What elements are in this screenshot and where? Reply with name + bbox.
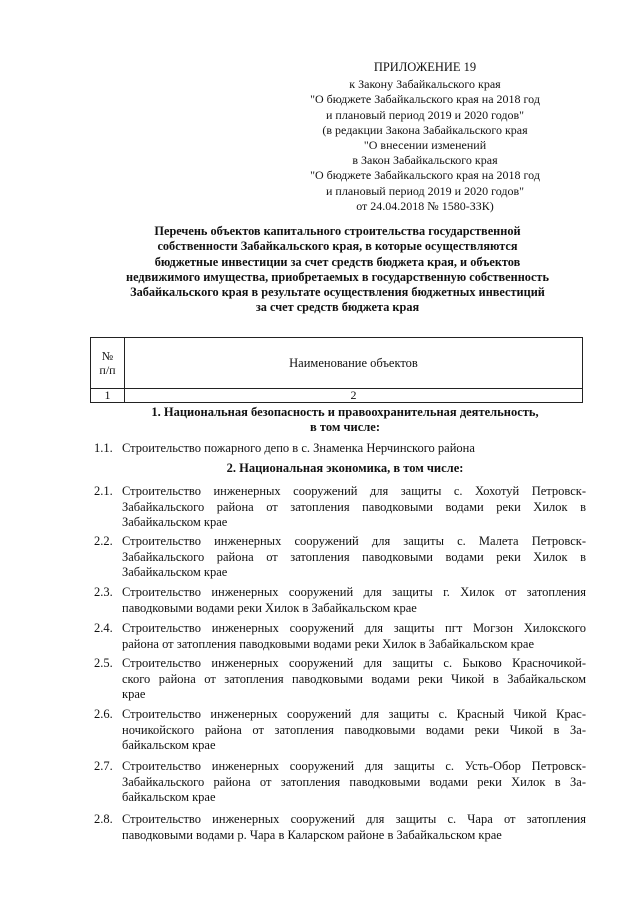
document-header [300,60,550,214]
item-text [122,585,586,616]
item-text-line: района от затопления паводковыми водами реки Хилок в Забайкальском крае [122,636,535,651]
item-text-line: Строительство инженерных сооружений для защиты с. Малета Петровск- [122,534,586,548]
appendix-label: ПРИЛОЖЕНИЕ 19 [373,60,477,74]
objects-table-header [90,337,583,403]
title-line: Забайкальского края в результате осуществления бюджетных инвестиций [130,285,545,300]
item-text [122,812,586,843]
item-text-line: Забайкальском крае [122,565,228,580]
item-number: 2.1. [94,484,113,498]
header-line: от 24.04.2018 № 1580-ЗЗК) [356,198,494,213]
item-number: 2.6. [94,707,113,721]
header-line: к Закону Забайкальского края [349,77,501,92]
list-item [94,656,586,703]
item-text-line: Строительство инженерных сооружений для защиты с. Красный Чикой Крас- [122,707,586,721]
item-text-line: Строительство инженерных сооружений для защиты с. Чара от затопления [122,812,586,826]
list-item [94,585,586,616]
header-line: "О бюджете Забайкальского края на 2018 год [310,168,540,183]
item-number: 2.5. [94,656,113,670]
section-heading-line: 2. Национальная экономика, в том числе: [226,461,464,475]
item-text-line: Строительство инженерных сооружений для защиты с. Усть-Обор Петровск- [122,759,586,773]
column-header-number [91,338,125,389]
item-text-line: паводковыми водами реки Хилок в Забайкальском крае [122,600,417,615]
item-text-line: паводковыми водами р. Чара в Каларском районе в Забайкальском крае [122,827,502,842]
item-text [122,534,586,581]
list-item [94,812,586,843]
header-line: "О внесении изменений [363,138,487,153]
item-text [122,441,586,457]
item-text [122,707,586,754]
document-title [115,224,560,316]
section-heading [95,461,595,476]
item-number: 2.2. [94,534,113,548]
item-text-line: ского района от затопления паводковыми водами реки Чикой в Забайкальском [122,671,586,686]
column-header-number-line1: № [101,349,114,363]
list-item [94,759,586,806]
column-index-1: 1 [91,389,125,403]
table-index-row [91,389,583,403]
item-number: 2.7. [94,759,113,773]
column-index-2: 2 [125,389,583,403]
list-item [94,621,586,652]
section-heading-line: 1. Национальная безопасность и правоохранительная деятельность, [151,405,539,419]
item-text-line: Забайкальского района от затопления паводковыми водами реки Хилок в За- [122,774,586,789]
item-text-line: Строительство инженерных сооружений для защиты пгт Могзон Хилокского [122,621,586,635]
item-text-line: Строительство инженерных сооружений для защиты с. Хохотуй Петровск- [122,484,586,498]
item-number: 2.4. [94,621,113,635]
header-line: и плановый период 2019 и 2020 годов" [325,183,525,198]
item-text-line: байкальском крае [122,790,216,805]
item-number: 1.1. [94,441,113,455]
header-line: и плановый период 2019 и 2020 годов" [325,107,525,122]
item-text [122,759,586,806]
title-line: собственности Забайкальского края, в которые осуществляются [157,239,518,254]
title-line: бюджетные инвестиции за счет средств бюджета края, и объектов [154,254,521,269]
list-item [94,707,586,754]
item-text-line: Забайкальском крае [122,515,228,530]
title-line: недвижимого имущества, приобретаемых в государственную собственность [126,269,549,284]
list-item [94,441,586,457]
item-text-line: Строительство инженерных сооружений для защиты г. Хилок от затопления [122,585,586,599]
title-line: Перечень объектов капитального строительства государственной [154,224,521,238]
item-text [122,621,586,652]
list-item [94,484,586,531]
item-text-line: Строительство пожарного депо в с. Знаменка Нерчинского района [122,441,475,455]
item-text-line: Забайкальского района от затопления паводковыми водами реки Хилок в [122,499,586,514]
header-line: "О бюджете Забайкальского края на 2018 год [310,92,540,107]
section-heading [95,405,595,435]
list-item [94,534,586,581]
item-text [122,484,586,531]
item-text-line: байкальском крае [122,738,216,753]
section-heading-line: в том числе: [309,420,381,434]
item-text-line: крае [122,687,146,702]
header-line: (в редакции Закона Забайкальского края [322,122,528,137]
table-header-row [91,338,583,389]
item-text-line: ночикойского района от затопления паводковыми водами реки Чикой в За- [122,722,586,737]
header-line: в Закон Забайкальского края [352,153,498,168]
item-number: 2.3. [94,585,113,599]
title-line: за счет средств бюджета края [255,300,420,315]
item-text-line: Строительство инженерных сооружений для защиты с. Быково Красночикой- [122,656,586,670]
column-header-number-line2: п/п [99,363,116,377]
item-number: 2.8. [94,812,113,826]
item-text [122,656,586,703]
item-text-line: Забайкальского района от затопления паводковыми водами реки Хилок в [122,549,586,564]
column-header-name: Наименование объектов [125,338,583,389]
